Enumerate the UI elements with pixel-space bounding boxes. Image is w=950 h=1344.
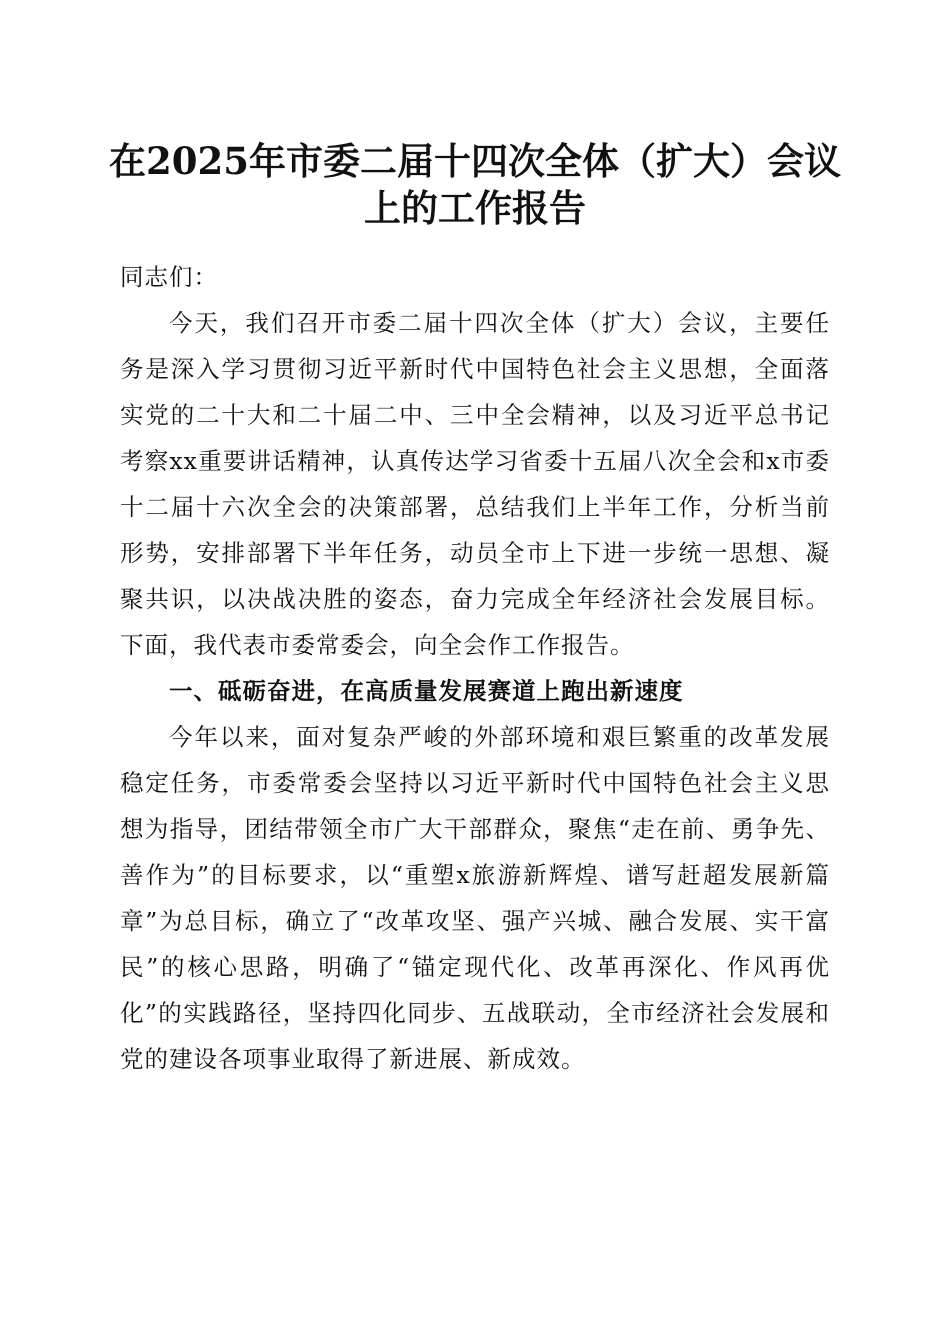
section-heading-1: 一、砥砺奋进，在高质量发展赛道上跑出新速度 (169, 677, 684, 705)
title-line-2: 上的工作报告 (364, 186, 586, 230)
salutation: 同志们： (120, 263, 218, 291)
paragraph-intro: 今天，我们召开市委二届十四次全体（扩大）会议，主要任务是深入学习贯彻习近平新时代中国特色社会主义思想，全面落实党的二十大和二十届二中、三中全会精神，以及习近平总书记考察xx重要讲话精神，认真传达学习省委十五届八次全会和x市委十二届十六次全会的决策部署，总结我们上半年工作，分析当前形势，安排部署下半年任务，动员全市上下进一步统一思想、凝聚共识，以决战决胜的姿态，奋力完成全年经济社会发展目标。下面，我代表市委常委会，向全会作工作报告。 (120, 309, 830, 659)
paragraph-section-1: 今年以来，面对复杂严峻的外部环境和艰巨繁重的改革发展稳定任务，市委常委会坚持以习近平新时代中国特色社会主义思想为指导，团结带领全市广大干部群众，聚焦“走在前、勇争先、善作为”的目标要求，以“重塑x旅游新辉煌、谱写赶超发展新篇章”为总目标，确立了“改革攻坚、强产兴城、融合发展、实干富民”的核心思路，明确了“锚定现代化、改革再深化、作风再优化”的实践路径，坚持四化同步、五战联动，全市经济社会发展和党的建设各项事业取得了新进展、新成效。 (120, 723, 830, 1073)
document-title (100, 138, 850, 232)
document-body (120, 252, 830, 1082)
title-line-1: 在2025年市委二届十四次全体（扩大）会议 (109, 139, 841, 183)
